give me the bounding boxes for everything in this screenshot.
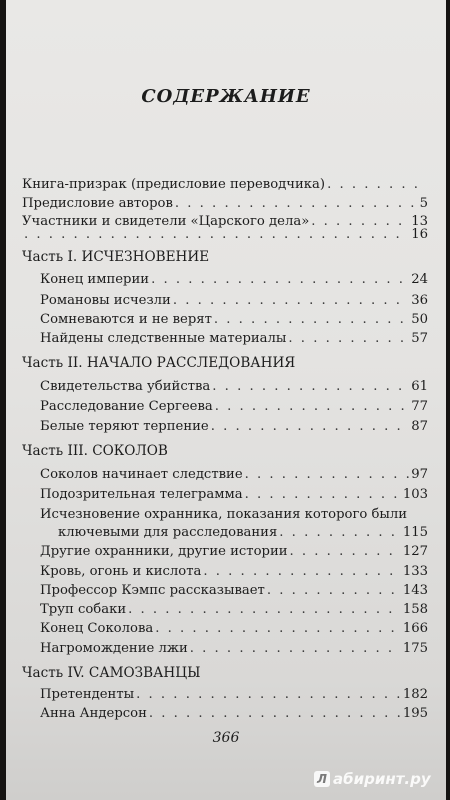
toc-entry: [40, 466, 428, 483]
toc-entry: [40, 582, 428, 599]
toc-entry: [40, 378, 428, 395]
toc-entry: [40, 640, 428, 657]
toc-entry: [40, 563, 428, 580]
leader-dots: [128, 601, 401, 618]
toc-entry: [40, 292, 428, 309]
leader-dots: [136, 686, 401, 703]
leader-dots: [214, 311, 409, 328]
part-heading: Часть I. ИСЧЕЗНОВЕНИЕ: [22, 249, 210, 265]
toc-entry-label: Предисловие авторов: [22, 196, 173, 211]
toc-entry-page: 87: [411, 419, 428, 434]
leader-dots: [215, 398, 409, 415]
leader-dots: [203, 563, 400, 580]
part-heading: Часть II. НАЧАЛО РАССЛЕДОВАНИЯ: [22, 355, 296, 371]
toc-entry-page: 103: [402, 487, 428, 502]
watermark-text: абиринт.ру: [333, 770, 431, 788]
toc-entry-label: Труп собаки: [40, 602, 127, 617]
leader-dots: [279, 524, 401, 541]
toc-entry: [40, 330, 428, 347]
toc-entry-page: 77: [411, 399, 428, 414]
toc-entry: [58, 524, 428, 541]
toc-entry-page: 182: [402, 687, 428, 702]
toc-entry: [40, 620, 428, 637]
toc-entry-label: Соколов начинает следствие: [40, 467, 243, 482]
watermark-logo-icon: Л: [314, 771, 330, 787]
toc-entry-label: Исчезновение охранника, показания которого были: [40, 507, 408, 522]
toc-entry-page: 166: [402, 621, 428, 636]
part-heading: Часть III. СОКОЛОВ: [22, 443, 168, 459]
toc-entry-page: 127: [402, 544, 428, 559]
toc-entry-label: Расследование Сергеева: [40, 399, 213, 414]
toc-entry: [22, 195, 428, 212]
toc-entry: [40, 418, 428, 435]
toc-entry: [40, 271, 428, 288]
toc-entry-label: Претенденты: [40, 687, 135, 702]
toc-entry: [40, 686, 428, 703]
leader-dots: [149, 705, 401, 722]
toc-entry: [40, 601, 428, 618]
leader-dots: [24, 226, 409, 243]
toc-entry-label: Подозрительная телеграмма: [40, 487, 243, 502]
toc-entry-page: 175: [402, 641, 428, 656]
toc-entry-label: Свидетельства убийства: [40, 379, 211, 394]
toc-entry-label: Сомневаются и не верят: [40, 312, 212, 327]
toc-entry: [40, 398, 428, 415]
toc-entry-page: 143: [402, 583, 428, 598]
toc-entry-label: Найдены следственные материалы: [40, 331, 287, 346]
toc-entry-page: 5: [419, 196, 428, 211]
toc-entry: [40, 486, 428, 503]
toc-entry-line-1: [40, 506, 428, 523]
toc-entry: [22, 226, 428, 243]
toc-entry-label: Романовы исчезли: [40, 293, 171, 308]
toc-entry-page: 50: [411, 312, 428, 327]
part-heading: Часть IV. САМОЗВАНЦЫ: [22, 665, 201, 681]
toc-entry: [40, 705, 428, 722]
toc-entry: [40, 543, 428, 560]
toc-entry-label: Анна Андерсон: [40, 706, 147, 721]
contents-title: СОДЕРЖАНИЕ: [141, 86, 311, 107]
toc-entry-page: 115: [402, 525, 428, 540]
toc-entry-page: 61: [411, 379, 428, 394]
toc-entry-page: 195: [402, 706, 428, 721]
book-page: [6, 0, 446, 800]
toc-entry-label: Книга-призрак (предисловие переводчика): [22, 177, 326, 192]
toc-entry-page: 16: [411, 227, 428, 242]
toc-entry-page: 133: [402, 564, 428, 579]
toc-entry-label: Другие охранники, другие истории: [40, 544, 288, 559]
toc-entry-page: 13: [411, 214, 428, 229]
toc-entry-page: 24: [411, 272, 428, 287]
leader-dots: [212, 378, 409, 395]
toc-entry-label: Участники и свидетели «Царского дела»: [22, 214, 310, 229]
leader-dots: [211, 418, 410, 435]
toc-entry-page: 36: [411, 293, 428, 308]
toc-entry-label: Нагромождение лжи: [40, 641, 188, 656]
toc-entry-label: Кровь, огонь и кислота: [40, 564, 202, 579]
leader-dots: [327, 176, 426, 193]
page-number: 366: [212, 730, 240, 746]
leader-dots: [267, 582, 401, 599]
toc-entry-page: 158: [402, 602, 428, 617]
leader-dots: [290, 543, 401, 560]
leader-dots: [245, 486, 401, 503]
watermark: [314, 770, 431, 788]
toc-entry-label: Белые теряют терпение: [40, 419, 209, 434]
toc-entry-label-continued: ключевыми для расследования: [58, 525, 278, 540]
leader-dots: [175, 195, 418, 212]
toc-entry-page: 97: [411, 467, 428, 482]
leader-dots: [173, 292, 409, 309]
toc-entry: [22, 176, 428, 193]
leader-dots: [288, 330, 409, 347]
toc-entry-label: Профессор Кэмпс рассказывает: [40, 583, 265, 598]
leader-dots: [245, 466, 410, 483]
leader-dots: [151, 271, 409, 288]
toc-entry: [40, 311, 428, 328]
leader-dots: [155, 620, 401, 637]
toc-entry-label: Конец империи: [40, 272, 150, 287]
leader-dots: [190, 640, 401, 657]
toc-entry-label: Конец Соколова: [40, 621, 154, 636]
toc-entry-page: 57: [411, 331, 428, 346]
